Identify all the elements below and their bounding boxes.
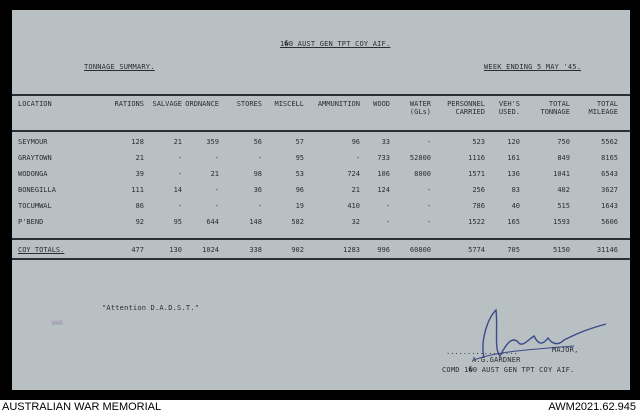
table-cell: 32 <box>351 218 360 226</box>
table-cell: 136 <box>507 170 520 178</box>
column-header: LOCATION <box>18 100 52 108</box>
table-cell: 515 <box>557 202 570 210</box>
table-cell: 161 <box>507 154 520 162</box>
table-cell: 21 <box>135 154 144 162</box>
table-cell: 359 <box>206 138 219 146</box>
table-cell: - <box>214 202 219 210</box>
table-cell: 5562 <box>601 138 618 146</box>
total-cell: 5150 <box>553 246 570 254</box>
table-cell: 52800 <box>409 154 431 162</box>
week-ending-heading: WEEK ENDING 5 MAY '45. <box>484 63 582 71</box>
table-cell: 410 <box>347 202 360 210</box>
table-cell: - <box>177 170 182 178</box>
table-cell: - <box>385 218 390 226</box>
signatory-unit: COMD 1�0 AUST GEN TPT COY AIF. <box>442 366 575 374</box>
table-cell: 256 <box>472 186 485 194</box>
table-cell: - <box>355 154 360 162</box>
table-cell: 165 <box>507 218 520 226</box>
totals-label: COY TOTALS. <box>18 246 65 254</box>
column-header: WATER (GLs) <box>409 100 431 116</box>
table-cell: 582 <box>291 218 304 226</box>
total-cell: 705 <box>507 246 520 254</box>
column-header: VEH'S USED. <box>498 100 520 116</box>
document-page <box>12 10 630 390</box>
table-row <box>18 138 624 154</box>
tonnage-table <box>18 100 624 234</box>
total-cell: 338 <box>249 246 262 254</box>
table-cell: 120 <box>507 138 520 146</box>
table-cell: - <box>257 154 262 162</box>
table-cell: 106 <box>377 170 390 178</box>
location-cell: TOCUMWAL <box>18 202 52 210</box>
table-cell: 95 <box>173 218 182 226</box>
table-cell: 21 <box>210 170 219 178</box>
table-cell: 644 <box>206 218 219 226</box>
table-cell: 19 <box>295 202 304 210</box>
document-title: 1�0 AUST GEN TPT COY AIF. <box>280 40 391 48</box>
totals-top-rule <box>12 238 630 240</box>
signature-dots: ................. <box>446 348 518 356</box>
column-header: STORES <box>236 100 262 108</box>
column-header: RATIONS <box>114 100 144 108</box>
table-cell: - <box>177 154 182 162</box>
table-cell: - <box>426 202 431 210</box>
header-bottom-rule <box>12 130 630 132</box>
table-cell: 786 <box>472 202 485 210</box>
table-cell: - <box>177 202 182 210</box>
table-cell: - <box>385 202 390 210</box>
table-cell: - <box>426 138 431 146</box>
total-cell: 902 <box>291 246 304 254</box>
table-cell: 21 <box>173 138 182 146</box>
total-cell: 130 <box>169 246 182 254</box>
column-header: ORDNANCE <box>185 100 219 108</box>
table-cell: 5606 <box>601 218 618 226</box>
signatory-rank: MAJOR, <box>552 346 579 354</box>
total-cell: 477 <box>131 246 144 254</box>
table-header-row <box>18 100 624 126</box>
table-cell: 83 <box>511 186 520 194</box>
location-cell: GRAYTOWN <box>18 154 52 162</box>
table-cell: 96 <box>351 138 360 146</box>
table-cell: 849 <box>557 154 570 162</box>
table-cell: 96 <box>295 186 304 194</box>
footer-accession: AWM2021.62.945 <box>548 401 636 413</box>
total-cell: 1283 <box>343 246 360 254</box>
column-header: SALVAGE <box>152 100 182 108</box>
table-cell: 36 <box>253 186 262 194</box>
table-cell: 128 <box>131 138 144 146</box>
table-cell: 111 <box>131 186 144 194</box>
total-cell: 31146 <box>596 246 618 254</box>
table-cell: 8165 <box>601 154 618 162</box>
table-body <box>18 138 624 234</box>
table-cell: 523 <box>472 138 485 146</box>
column-header: TOTAL MILEAGE <box>588 100 618 116</box>
total-cell: 5774 <box>468 246 485 254</box>
table-cell: 8000 <box>414 170 431 178</box>
table-cell: 750 <box>557 138 570 146</box>
table-cell: 124 <box>377 186 390 194</box>
location-cell: BONEGILLA <box>18 186 56 194</box>
table-cell: 86 <box>135 202 144 210</box>
attention-note: "Attention D.A.D.S.T." <box>102 304 200 312</box>
table-cell: - <box>426 186 431 194</box>
table-cell: 148 <box>249 218 262 226</box>
table-cell: 21 <box>351 186 360 194</box>
totals-bottom-rule <box>12 258 630 260</box>
column-header: MISCELL <box>274 100 304 108</box>
column-header: PERSONNEL CARRIED <box>447 100 485 116</box>
table-cell: 733 <box>377 154 390 162</box>
archive-footer <box>0 400 640 414</box>
table-cell: 1522 <box>468 218 485 226</box>
table-cell: 56 <box>253 138 262 146</box>
total-cell: 60800 <box>409 246 431 254</box>
table-cell: 14 <box>173 186 182 194</box>
table-row <box>18 154 624 170</box>
table-row <box>18 170 624 186</box>
column-header: TOTAL TONNAGE <box>540 100 570 116</box>
table-cell: - <box>426 218 431 226</box>
table-cell: - <box>257 202 262 210</box>
column-header: WOOD <box>373 100 390 108</box>
total-cell: 996 <box>377 246 390 254</box>
stamp-fragment: WAR <box>52 320 63 327</box>
footer-institution: AUSTRALIAN WAR MEMORIAL <box>2 401 162 413</box>
table-cell: 53 <box>295 170 304 178</box>
table-row <box>18 202 624 218</box>
totals-row <box>18 246 624 254</box>
table-cell: - <box>214 154 219 162</box>
table-cell: 3627 <box>601 186 618 194</box>
table-cell: 92 <box>135 218 144 226</box>
table-cell: 40 <box>511 202 520 210</box>
table-cell: 98 <box>253 170 262 178</box>
column-header: AMMUNITION <box>317 100 360 108</box>
location-cell: P'BEND <box>18 218 44 226</box>
table-cell: 6543 <box>601 170 618 178</box>
tonnage-summary-heading: TONNAGE SUMMARY. <box>84 63 155 71</box>
location-cell: WODONGA <box>18 170 48 178</box>
table-cell: 1571 <box>468 170 485 178</box>
table-cell: 1116 <box>468 154 485 162</box>
table-cell: 1643 <box>601 202 618 210</box>
table-cell: 1593 <box>553 218 570 226</box>
table-cell: 724 <box>347 170 360 178</box>
location-cell: SEYMOUR <box>18 138 48 146</box>
table-cell: 402 <box>557 186 570 194</box>
header-top-rule <box>12 94 630 96</box>
table-row <box>18 218 624 234</box>
table-row <box>18 186 624 202</box>
signatory-name: A.G.GARDNER <box>472 356 521 364</box>
table-cell: 57 <box>295 138 304 146</box>
total-cell: 1024 <box>202 246 219 254</box>
table-cell: 95 <box>295 154 304 162</box>
table-cell: 33 <box>381 138 390 146</box>
table-cell: 1041 <box>553 170 570 178</box>
table-cell: - <box>214 186 219 194</box>
table-cell: 39 <box>135 170 144 178</box>
